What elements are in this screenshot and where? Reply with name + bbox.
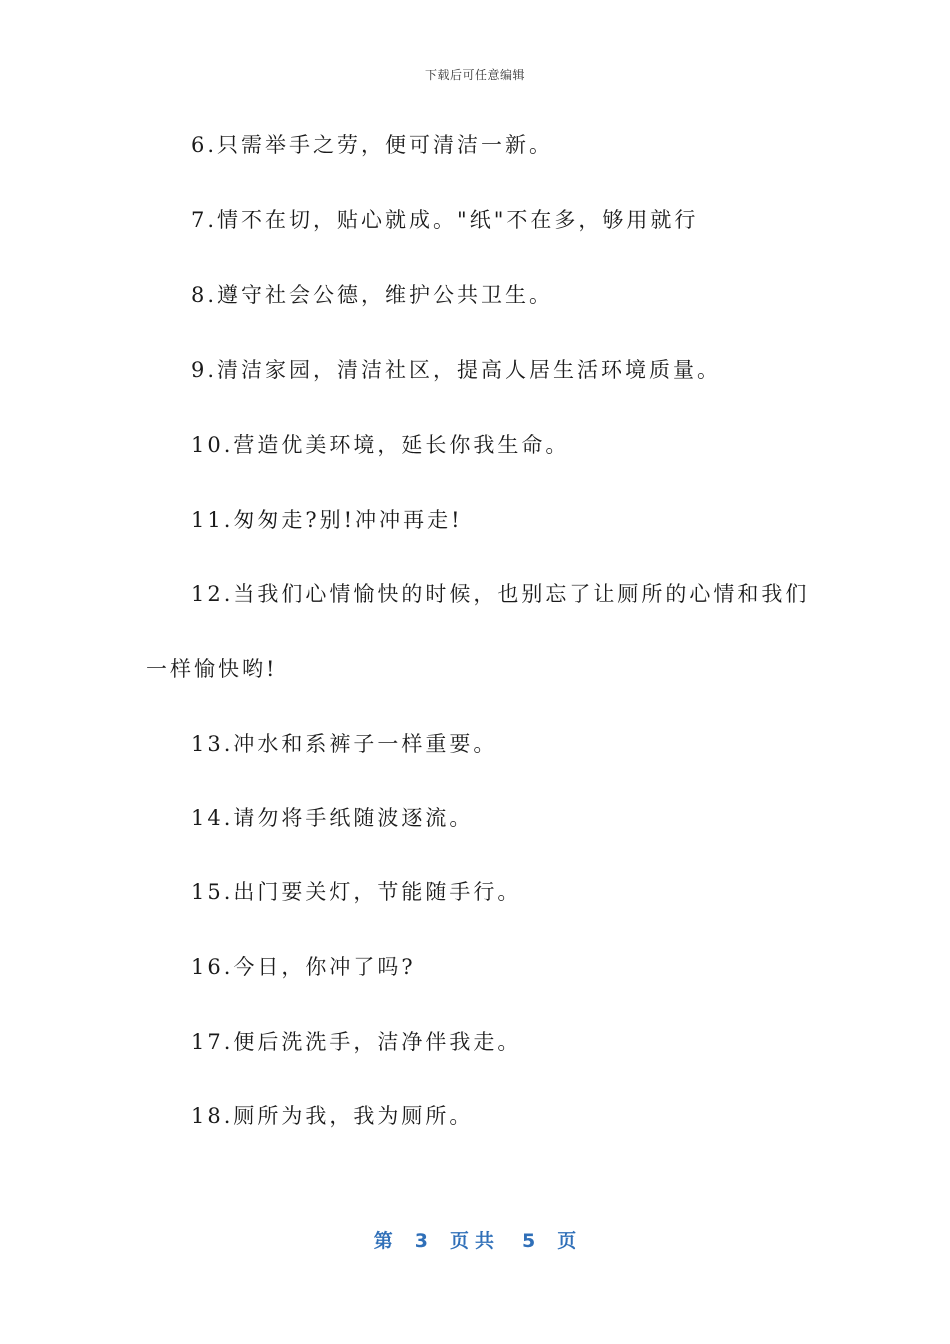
list-item: 15.出门要关灯，节能随手行。	[191, 880, 522, 904]
list-item: 11.匆匆走?别!冲冲再走!	[191, 508, 463, 532]
page-header: 下载后可任意编辑	[424, 68, 525, 82]
list-item: 12.当我们心情愉快的时候，也别忘了让厕所的心情和我们	[191, 582, 810, 606]
list-item: 18.厕所为我，我为厕所。	[191, 1104, 474, 1128]
footer-middle: 页共	[449, 1230, 500, 1252]
current-page-number: 3	[414, 1230, 428, 1252]
list-item: 17.便后洗洗手，洁净伴我走。	[191, 1030, 522, 1054]
list-item: 14.请勿将手纸随波逐流。	[191, 806, 474, 830]
list-item: 16.今日，你冲了吗?	[191, 955, 416, 979]
total-pages-number: 5	[522, 1230, 536, 1252]
list-item: 8.遵守社会公德，维护公共卫生。	[191, 283, 554, 307]
list-item: 13.冲水和系裤子一样重要。	[191, 732, 498, 756]
list-item: 7.情不在切，贴心就成。"纸"不在多，够用就行	[191, 208, 699, 232]
list-item: 9.清洁家园，清洁社区，提高人居生活环境质量。	[191, 358, 722, 382]
footer-prefix: 第	[373, 1230, 393, 1252]
page-footer	[0, 1226, 950, 1253]
list-item: 6.只需举手之劳，便可清洁一新。	[191, 133, 554, 157]
list-item-continuation: 一样愉快哟!	[146, 657, 278, 681]
footer-suffix: 页	[557, 1230, 577, 1252]
list-item: 10.营造优美环境，延长你我生命。	[191, 433, 570, 457]
